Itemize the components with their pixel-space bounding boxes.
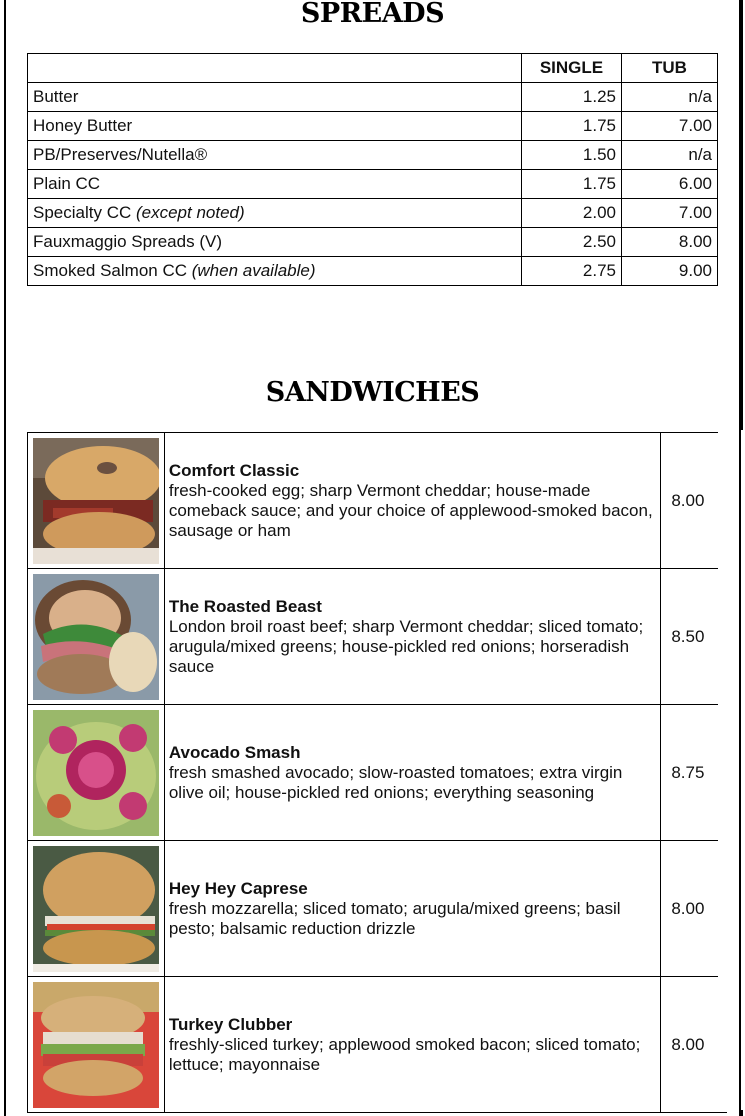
table-row [28, 228, 718, 257]
sandwich-description-cell [164, 705, 660, 841]
spread-name: PB/Preserves/Nutella® [28, 141, 522, 170]
table-row [28, 433, 728, 569]
sandwich-photo-cell [28, 705, 165, 841]
table-row [28, 841, 728, 977]
sandwich-price: 8.00 [661, 977, 727, 1113]
spreads-header-row [28, 54, 718, 83]
spread-name: Honey Butter [28, 112, 522, 141]
spread-tub-price: 7.00 [622, 112, 718, 141]
spreads-header-item [28, 54, 522, 83]
sandwich-name: Turkey Clubber [168, 1014, 293, 1034]
sandwich-description: fresh smashed avocado; slow-roasted tomatoes; extra virgin olive oil; house-pickled red onions; everything seasoning [168, 762, 623, 802]
spreads-header-tub: TUB [622, 54, 718, 83]
sandwich-price: 8.00 [661, 841, 727, 977]
sandwich-name: Hey Hey Caprese [168, 878, 308, 898]
sandwich-photo-cell [28, 841, 165, 977]
spread-tub-price: 9.00 [622, 257, 718, 286]
table-row [28, 199, 718, 228]
spread-single-price: 2.75 [522, 257, 622, 286]
sandwiches-heading: SANDWICHES [265, 377, 480, 408]
sandwich-price: 8.75 [661, 705, 727, 841]
sandwich-description: fresh-cooked egg; sharp Vermont cheddar; house-made comeback sauce; and your choice of applewood-smoked bacon, sausage or ham [168, 480, 653, 540]
spread-single-price: 1.75 [522, 112, 622, 141]
turkey-clubber-photo [33, 982, 159, 1108]
sandwich-price: 8.50 [661, 569, 727, 705]
spread-single-price: 1.50 [522, 141, 622, 170]
table-row [28, 83, 718, 112]
spread-name: Plain CC [28, 170, 522, 199]
spreads-heading: SPREADS [300, 0, 445, 29]
sandwich-description: London broil roast beef; sharp Vermont cheddar; sliced tomato; arugula/mixed greens; house-pickled red onions; horseradish sauce [168, 616, 644, 676]
spread-tub-price: 6.00 [622, 170, 718, 199]
sandwich-description-cell [164, 433, 660, 569]
spread-tub-price: 8.00 [622, 228, 718, 257]
comfort-classic-photo [33, 438, 159, 564]
sandwich-description-cell [164, 841, 660, 977]
spread-name: Butter [28, 83, 522, 112]
sandwich-photo-cell [28, 977, 165, 1113]
spread-single-price: 1.75 [522, 170, 622, 199]
spread-single-price: 2.00 [522, 199, 622, 228]
page-frame-right [739, 0, 741, 1116]
table-row [28, 705, 728, 841]
sandwich-description-cell [164, 977, 660, 1113]
sandwich-name: The Roasted Beast [168, 596, 322, 616]
spread-single-price: 1.25 [522, 83, 622, 112]
sandwich-description-cell [164, 569, 660, 705]
sandwich-description: freshly-sliced turkey; applewood smoked bacon; sliced tomato; lettuce; mayonnaise [168, 1034, 641, 1074]
sandwich-name: Avocado Smash [168, 742, 301, 762]
spreads-header-single: SINGLE [522, 54, 622, 83]
table-row [28, 977, 728, 1113]
table-row [28, 141, 718, 170]
table-row [28, 569, 728, 705]
sandwich-price: 8.00 [661, 433, 727, 569]
avocado-smash-photo [33, 710, 159, 836]
spreads-table [27, 53, 718, 286]
spread-tub-price: 7.00 [622, 199, 718, 228]
sandwich-name: Comfort Classic [168, 460, 300, 480]
roasted-beast-photo [33, 574, 159, 700]
spread-name: Fauxmaggio Spreads (V) [28, 228, 522, 257]
hey-hey-caprese-photo [33, 846, 159, 972]
table-row [28, 257, 718, 286]
sandwich-table [27, 432, 727, 1113]
spread-tub-price: n/a [622, 83, 718, 112]
sandwich-photo-cell [28, 433, 165, 569]
table-row [28, 112, 718, 141]
sandwich-description: fresh mozzarella; sliced tomato; arugula/mixed greens; basil pesto; balsamic reduction drizzle [168, 898, 621, 938]
sandwich-photo-cell [28, 569, 165, 705]
spread-name: Smoked Salmon CC (when available) [28, 257, 522, 286]
spread-tub-price: n/a [622, 141, 718, 170]
table-row [28, 170, 718, 199]
spread-single-price: 2.50 [522, 228, 622, 257]
spread-name: Specialty CC (except noted) [28, 199, 522, 228]
